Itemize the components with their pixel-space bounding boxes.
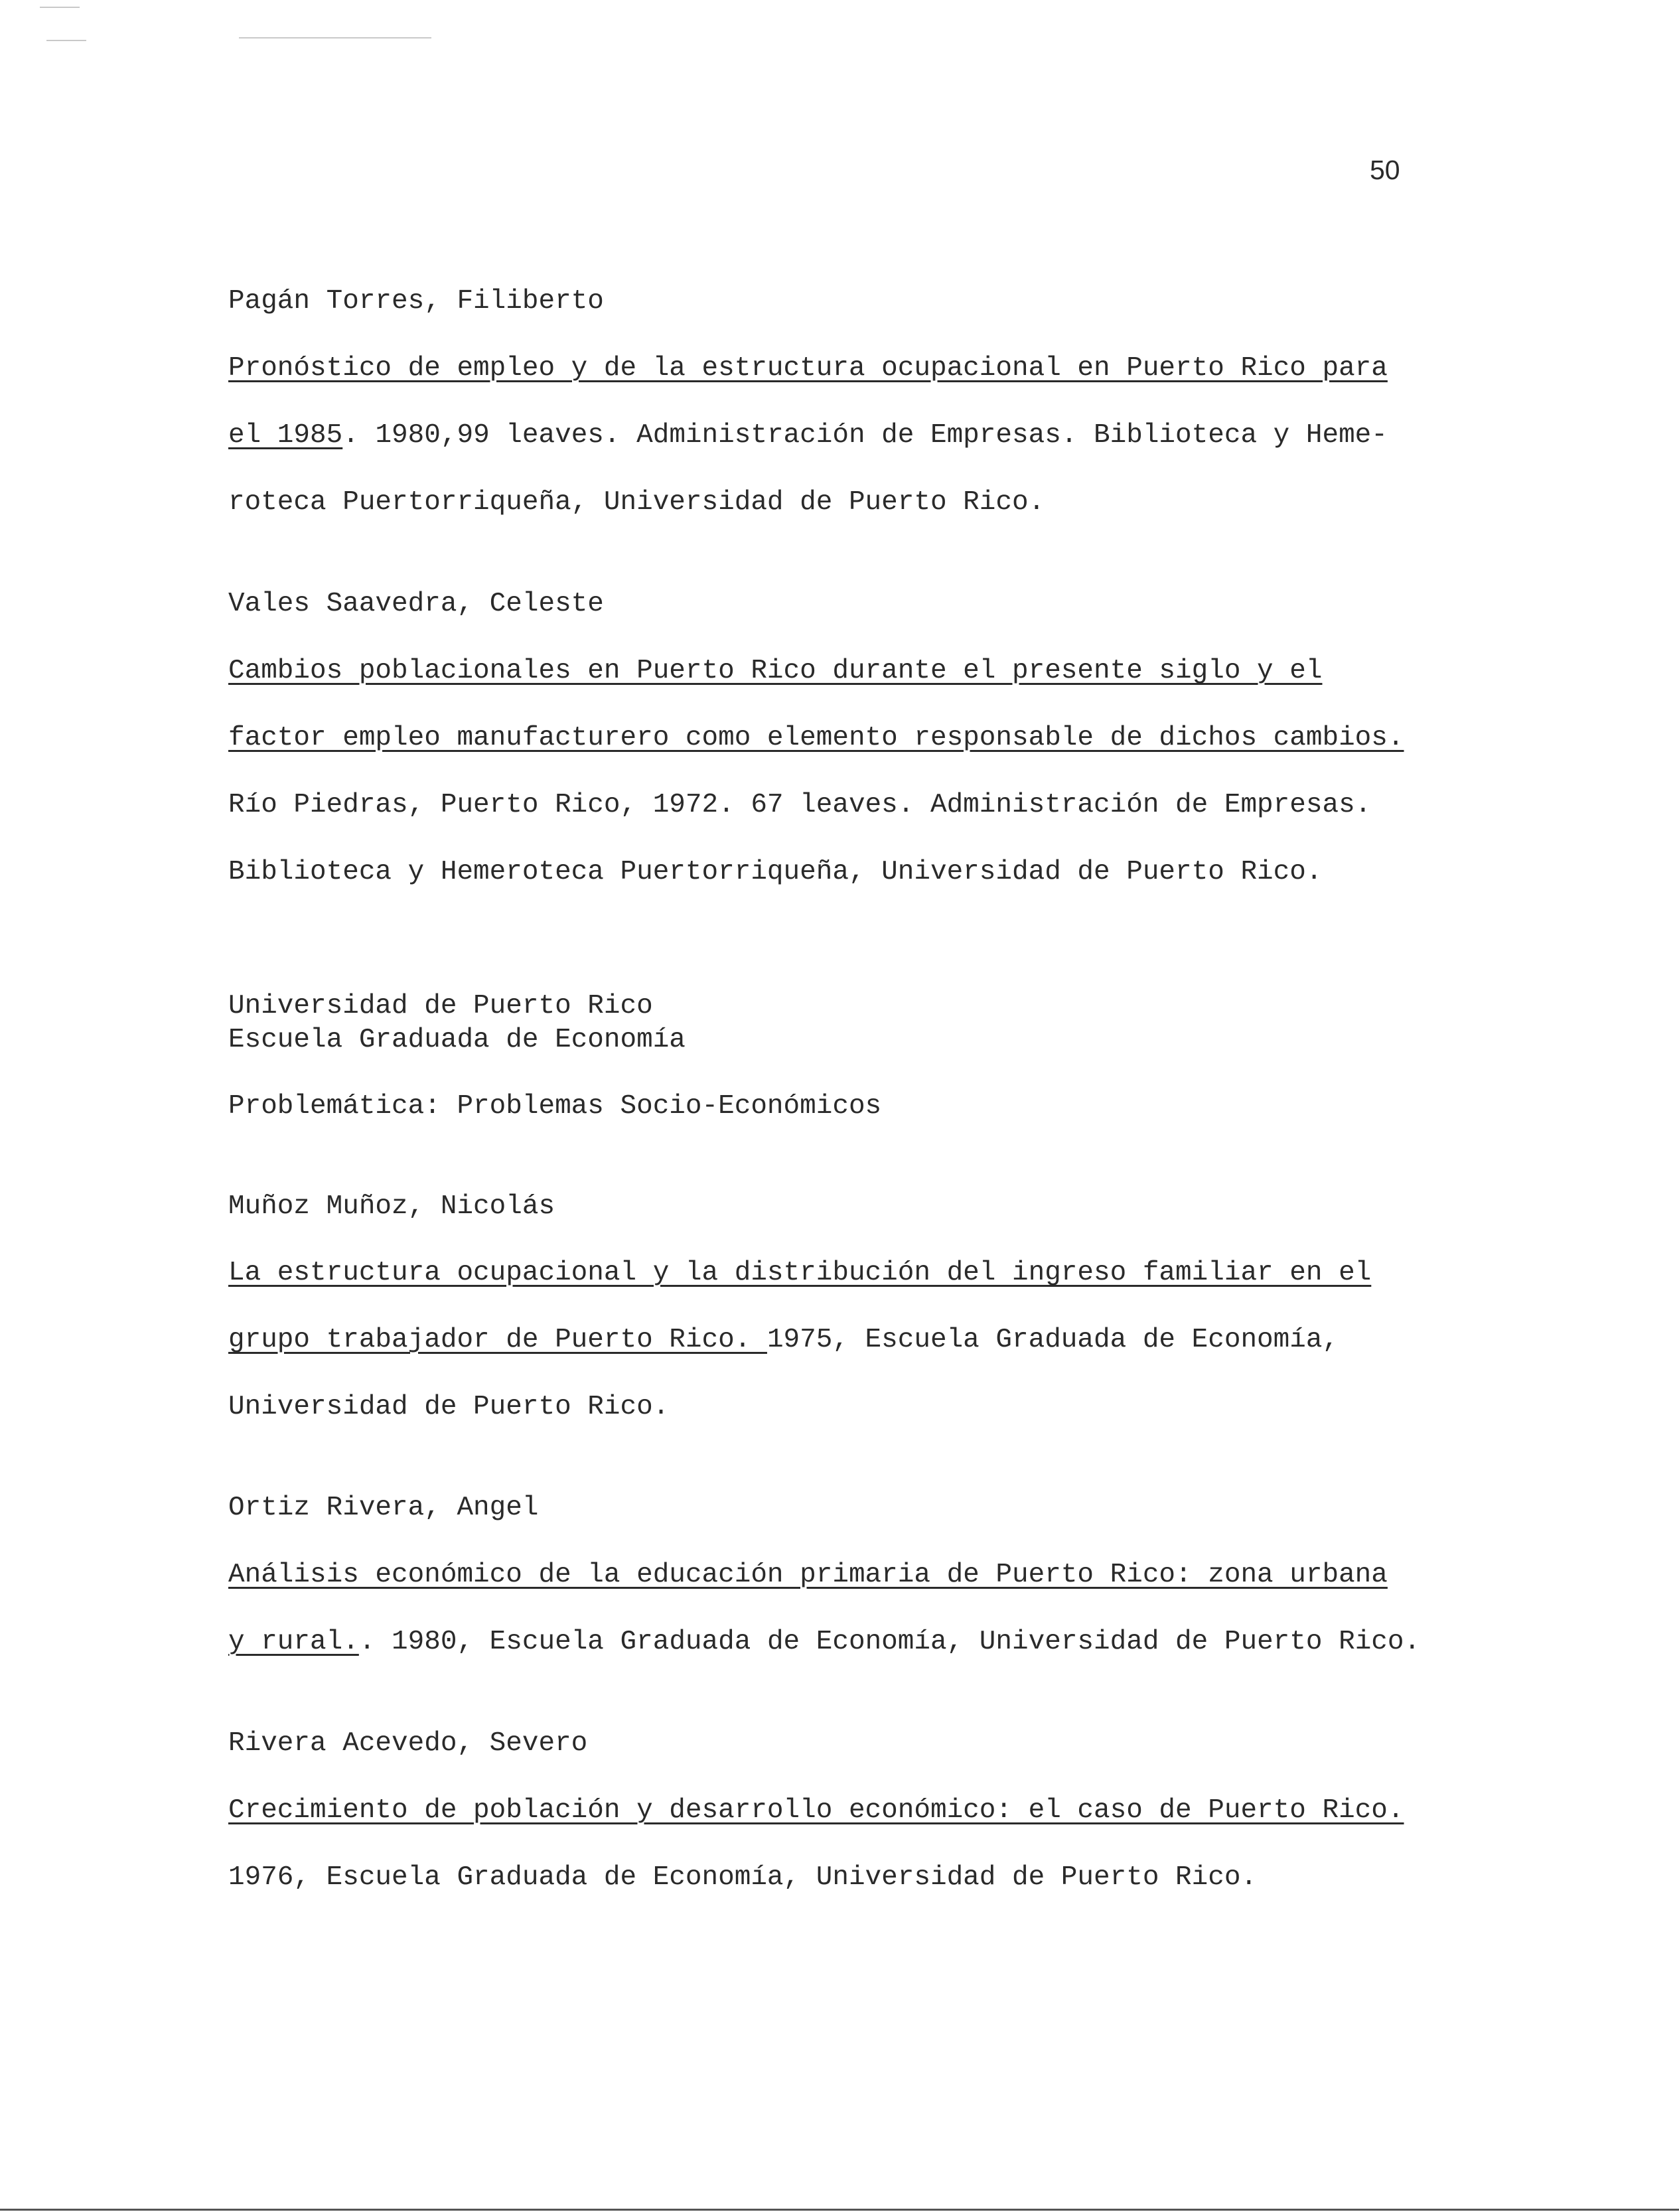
entry-line xyxy=(228,419,1388,451)
entry-line xyxy=(228,1862,1257,1893)
scan-artifact xyxy=(239,37,431,38)
entry-text-segment: 1976, Escuela Graduada de Economía, Universidad de Puerto Rico. xyxy=(228,1862,1258,1893)
entry-title-segment: La estructura ocupacional y la distribución del ingreso familiar en el xyxy=(228,1258,1372,1288)
entry-text-segment: roteca Puertorriqueña, Universidad de Puerto Rico. xyxy=(228,487,1045,518)
entry-text-segment: . 1980,99 leaves. Administración de Empresas. Biblioteca y Heme- xyxy=(342,420,1388,451)
entry-text-segment: 1975, Escuela Graduada de Economía, xyxy=(767,1325,1339,1355)
entry-author: Muñoz Muñoz, Nicolás xyxy=(228,1191,555,1222)
page-bottom-edge xyxy=(0,2209,1679,2211)
entry-title-segment: factor empleo manufacturero como elemento responsable de dichos cambios. xyxy=(228,723,1404,753)
entry-line xyxy=(228,352,1388,384)
entry-text-segment: . 1980, Escuela Graduada de Economía, Universidad de Puerto Rico. xyxy=(358,1627,1421,1657)
entry-line xyxy=(228,1559,1388,1591)
entry-line xyxy=(228,1324,1339,1356)
entry-title-segment: Crecimiento de población y desarrollo económico: el caso de Puerto Rico. xyxy=(228,1795,1404,1826)
entry-line xyxy=(228,722,1404,754)
entry-author: Pagán Torres, Filiberto xyxy=(228,286,604,317)
entry-title-segment: grupo trabajador de Puerto Rico. xyxy=(228,1325,767,1355)
entry-title-segment: Pronóstico de empleo y de la estructura ocupacional en Puerto Rico para xyxy=(228,353,1388,384)
entry-line xyxy=(228,1626,1420,1658)
entry-title-segment: Cambios poblacionales en Puerto Rico durante el presente siglo y el xyxy=(228,656,1323,686)
entry-text-segment: Río Piedras, Puerto Rico, 1972. 67 leaves. Administración de Empresas. xyxy=(228,790,1372,820)
entry-line xyxy=(228,1257,1371,1289)
entry-title-segment: Análisis económico de la educación primaria de Puerto Rico: zona urbana xyxy=(228,1560,1388,1590)
scan-artifact xyxy=(46,40,86,41)
entry-title-segment: el 1985 xyxy=(228,420,343,451)
section-school: Escuela Graduada de Economía xyxy=(228,1025,686,1055)
entry-author: Rivera Acevedo, Severo xyxy=(228,1728,588,1759)
entry-text-segment: Biblioteca y Hemeroteca Puertorriqueña, Universidad de Puerto Rico. xyxy=(228,857,1323,887)
entry-author: Ortiz Rivera, Angel xyxy=(228,1493,539,1523)
entry-text-segment: Universidad de Puerto Rico. xyxy=(228,1392,670,1422)
scan-artifact xyxy=(40,7,80,8)
page-number: 50 xyxy=(1370,155,1400,185)
section-institution: Universidad de Puerto Rico xyxy=(228,991,653,1021)
entry-title-segment: y rural. xyxy=(228,1627,359,1657)
entry-line xyxy=(228,1391,669,1423)
section-topic: Problemática: Problemas Socio-Económicos xyxy=(228,1091,882,1122)
entry-line xyxy=(228,789,1371,821)
entry-line xyxy=(228,655,1322,687)
entry-line xyxy=(228,486,1045,518)
entry-line xyxy=(228,856,1322,888)
entry-line xyxy=(228,1795,1404,1826)
entry-author: Vales Saavedra, Celeste xyxy=(228,589,604,619)
